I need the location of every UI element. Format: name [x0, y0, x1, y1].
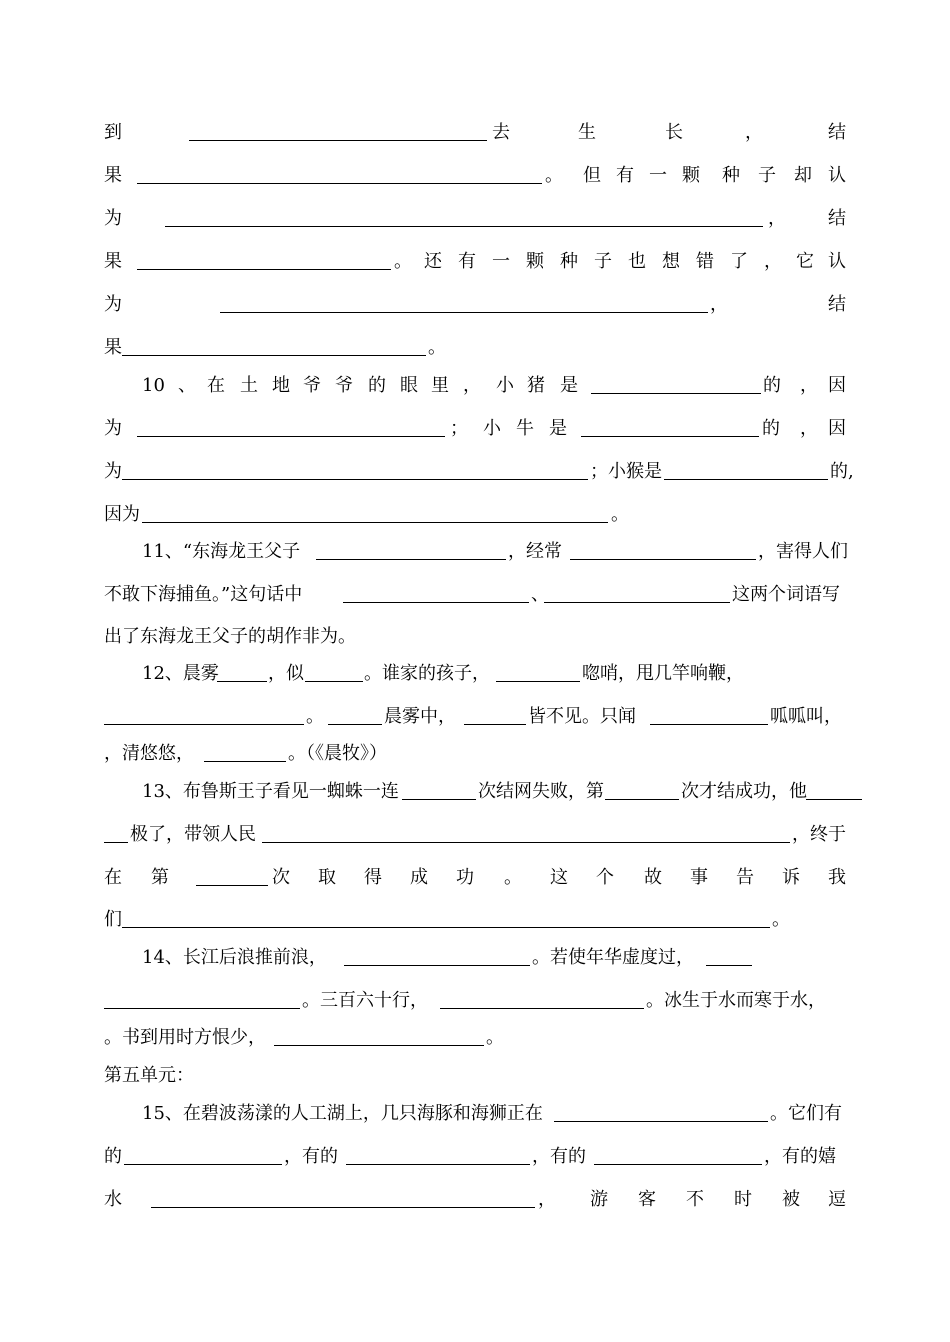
text-char: 认: [828, 165, 846, 186]
text-line: [0, 459, 950, 493]
text-char: 15、在碧波荡漾的人工湖上，几只海豚和海狮正在: [142, 1103, 543, 1124]
text-char: 它: [796, 251, 814, 272]
text-char: 个: [596, 867, 614, 888]
text-char: 11、“东海龙王父子: [142, 541, 301, 562]
text-char: 出了东海龙王父子的胡作非为。: [104, 626, 356, 647]
text-line: [0, 1101, 950, 1135]
text-char: ，: [768, 208, 786, 229]
fill-blank[interactable]: [346, 1144, 530, 1165]
text-char: 不: [686, 1189, 704, 1210]
text-char: 客: [638, 1189, 656, 1210]
text-char: ，: [764, 251, 782, 272]
text-char: 里: [431, 375, 449, 396]
text-char: ，有的: [284, 1146, 338, 1167]
text-char: 认: [828, 251, 846, 272]
text-char: 。它们有: [770, 1103, 842, 1124]
text-char: ，经常: [508, 541, 562, 562]
fill-blank[interactable]: [496, 661, 580, 682]
text-char: 因: [828, 418, 846, 439]
text-char: 也: [628, 251, 646, 272]
text-char: ；小猴是: [590, 461, 662, 482]
text-char: 结: [828, 294, 846, 315]
fill-blank[interactable]: [165, 206, 763, 227]
text-char: 。: [545, 165, 563, 186]
text-char: 事: [690, 867, 708, 888]
text-char: 唿哨，甩几竿响鞭，: [582, 663, 744, 684]
fill-blank[interactable]: [343, 582, 529, 603]
fill-blank[interactable]: [124, 1144, 282, 1165]
text-char: 颗: [526, 251, 544, 272]
text-char: 生: [578, 122, 596, 143]
fill-blank[interactable]: [591, 373, 761, 394]
text-line: [0, 163, 950, 197]
text-char: 在: [104, 867, 122, 888]
text-char: 这两个词语写: [732, 584, 840, 605]
text-line: [0, 945, 950, 979]
text-char: 因为: [104, 504, 140, 525]
text-char: 的: [368, 375, 386, 396]
text-char: 小: [483, 418, 501, 439]
fill-blank[interactable]: [104, 988, 300, 1009]
text-line: [0, 779, 950, 813]
text-char: 但: [583, 165, 601, 186]
text-line: [0, 704, 950, 738]
fill-blank[interactable]: [151, 1187, 535, 1208]
text-line: [0, 661, 950, 695]
text-char: 还: [424, 251, 442, 272]
text-char: 果: [104, 165, 122, 186]
text-char: ，: [463, 375, 481, 396]
text-char: 。三百六十行，: [302, 990, 428, 1011]
text-line: [0, 1025, 950, 1059]
text-char: 种: [560, 251, 578, 272]
fill-blank[interactable]: [274, 1025, 484, 1046]
text-char: 次: [272, 867, 290, 888]
fill-blank[interactable]: [220, 292, 708, 313]
text-char: 取: [318, 867, 336, 888]
fill-blank[interactable]: [137, 249, 391, 270]
text-char: 颗: [682, 165, 700, 186]
text-char: 一: [492, 251, 510, 272]
text-char: 。若使年华虚度过，: [532, 947, 694, 968]
text-line: [0, 335, 950, 369]
text-char: 果: [104, 251, 122, 272]
text-line: [0, 907, 950, 941]
text-char: 为: [104, 418, 122, 439]
text-char: ，清悠悠，: [104, 743, 194, 764]
text-char: 到: [104, 122, 122, 143]
text-line: [0, 865, 950, 899]
text-char: 第五单元：: [104, 1065, 194, 1086]
text-char: 。: [306, 706, 324, 727]
text-char: 时: [734, 1189, 752, 1210]
text-line: [0, 120, 950, 154]
text-char: 。: [611, 504, 629, 525]
text-char: 游: [590, 1189, 608, 1210]
fill-blank[interactable]: [217, 661, 267, 682]
text-char: 去: [492, 122, 510, 143]
text-char: 。: [772, 909, 790, 930]
text-char: ，: [710, 294, 728, 315]
text-char: 呱呱叫，: [770, 706, 842, 727]
fill-blank[interactable]: [262, 822, 790, 843]
fill-blank[interactable]: [142, 502, 608, 523]
text-line: [0, 822, 950, 856]
text-char: 次结网失败，第: [478, 781, 604, 802]
text-char: 因: [828, 375, 846, 396]
text-line: [0, 582, 950, 616]
text-char: 却: [794, 165, 812, 186]
fill-blank[interactable]: [204, 741, 286, 762]
text-char: 错: [696, 251, 714, 272]
text-char: ，似: [268, 663, 304, 684]
fill-blank[interactable]: [316, 539, 506, 560]
text-line: [0, 1144, 950, 1178]
text-char: 是: [560, 375, 578, 396]
text-char: 猪: [527, 375, 545, 396]
text-char: 我: [828, 867, 846, 888]
text-char: 结: [828, 122, 846, 143]
fill-blank[interactable]: [137, 416, 445, 437]
fill-blank[interactable]: [806, 779, 862, 800]
text-char: 有: [616, 165, 634, 186]
text-char: 子: [758, 165, 776, 186]
text-char: 爷: [335, 375, 353, 396]
text-char: 。冰生于水而寒于水，: [646, 990, 826, 1011]
text-line: [0, 416, 950, 450]
text-char: 皆不见。只闻: [528, 706, 636, 727]
text-char: 得: [364, 867, 382, 888]
text-line: [0, 292, 950, 326]
text-line: [0, 373, 950, 407]
text-char: 、: [178, 375, 196, 396]
text-char: 结: [828, 208, 846, 229]
text-char: ，终于: [792, 824, 846, 845]
text-char: 10: [142, 375, 165, 396]
text-char: 。: [428, 337, 446, 358]
text-char: 逗: [828, 1189, 846, 1210]
text-char: ，: [745, 122, 763, 143]
text-line: [0, 206, 950, 240]
text-char: 的: [762, 418, 780, 439]
fill-blank[interactable]: [605, 779, 679, 800]
fill-blank[interactable]: [104, 822, 128, 843]
text-char: 果: [104, 337, 122, 358]
text-char: 的: [104, 1146, 122, 1167]
text-char: 一: [649, 165, 667, 186]
text-char: 。: [486, 1027, 504, 1048]
text-line: [0, 988, 950, 1022]
fill-blank[interactable]: [402, 779, 476, 800]
text-char: 。（《晨牧》）: [288, 743, 387, 764]
fill-blank[interactable]: [196, 865, 268, 886]
fill-blank[interactable]: [594, 1144, 762, 1165]
text-char: 功: [456, 867, 474, 888]
fill-blank[interactable]: [122, 459, 588, 480]
text-char: 次才结成功，他: [681, 781, 807, 802]
text-char: 为: [104, 294, 122, 315]
text-char: 为: [104, 461, 122, 482]
text-char: 水: [104, 1189, 122, 1210]
text-char: ，有的: [532, 1146, 586, 1167]
text-char: 小: [496, 375, 514, 396]
fill-blank[interactable]: [305, 661, 363, 682]
fill-blank[interactable]: [706, 945, 752, 966]
text-char: 极了，带领人民: [130, 824, 256, 845]
section-heading: [0, 1063, 950, 1097]
text-char: ，: [800, 418, 818, 439]
text-char: 。谁家的孩子，: [364, 663, 490, 684]
text-char: 们: [104, 909, 122, 930]
text-char: 12、晨雾: [142, 663, 219, 684]
text-char: 。: [504, 867, 522, 888]
text-char: 子: [594, 251, 612, 272]
text-char: 成: [410, 867, 428, 888]
text-char: 14、长江后浪推前浪，: [142, 947, 327, 968]
fill-blank[interactable]: [122, 907, 770, 928]
text-char: 诉: [782, 867, 800, 888]
text-char: ，: [538, 1189, 556, 1210]
text-char: 种: [722, 165, 740, 186]
text-char: 地: [272, 375, 290, 396]
fill-blank[interactable]: [122, 335, 426, 356]
text-char: ，: [800, 375, 818, 396]
text-char: 这: [550, 867, 568, 888]
text-char: ；: [450, 418, 468, 439]
text-char: 想: [662, 251, 680, 272]
text-line: [0, 741, 950, 775]
text-char: 了: [730, 251, 748, 272]
text-line: [0, 502, 950, 536]
text-char: 眼: [400, 375, 418, 396]
text-line: [0, 249, 950, 283]
text-line: [0, 624, 950, 658]
text-char: 的,: [830, 461, 854, 482]
text-char: 、: [531, 584, 549, 605]
text-char: 的: [763, 375, 781, 396]
text-line: [0, 539, 950, 573]
text-char: 晨雾中，: [384, 706, 456, 727]
text-char: 故: [644, 867, 662, 888]
fill-blank[interactable]: [544, 582, 730, 603]
text-char: 牛: [516, 418, 534, 439]
text-char: 有: [458, 251, 476, 272]
fill-blank[interactable]: [570, 539, 756, 560]
fill-blank[interactable]: [581, 416, 759, 437]
text-char: 不敢下海捕鱼。”这句话中: [104, 584, 303, 605]
fill-blank[interactable]: [650, 704, 768, 725]
text-char: 13、布鲁斯王子看见一蜘蛛一连: [142, 781, 399, 802]
text-char: 第: [151, 867, 169, 888]
text-char: 是: [549, 418, 567, 439]
text-char: 告: [736, 867, 754, 888]
text-char: 。书到用时方恨少，: [104, 1027, 266, 1048]
text-char: ，害得人们: [758, 541, 848, 562]
text-line: [0, 1187, 950, 1221]
fill-blank[interactable]: [554, 1101, 768, 1122]
fill-blank[interactable]: [104, 704, 304, 725]
fill-blank[interactable]: [137, 163, 542, 184]
text-char: 土: [240, 375, 258, 396]
text-char: ，有的嬉: [764, 1146, 836, 1167]
text-char: 爷: [303, 375, 321, 396]
fill-blank[interactable]: [344, 945, 530, 966]
fill-blank[interactable]: [664, 459, 828, 480]
fill-blank[interactable]: [328, 704, 382, 725]
text-char: 被: [782, 1189, 800, 1210]
text-char: 在: [207, 375, 225, 396]
text-char: 长: [665, 122, 683, 143]
fill-blank[interactable]: [440, 988, 644, 1009]
fill-blank[interactable]: [464, 704, 526, 725]
text-char: 。: [394, 251, 412, 272]
fill-blank[interactable]: [189, 120, 487, 141]
text-char: 为: [104, 208, 122, 229]
